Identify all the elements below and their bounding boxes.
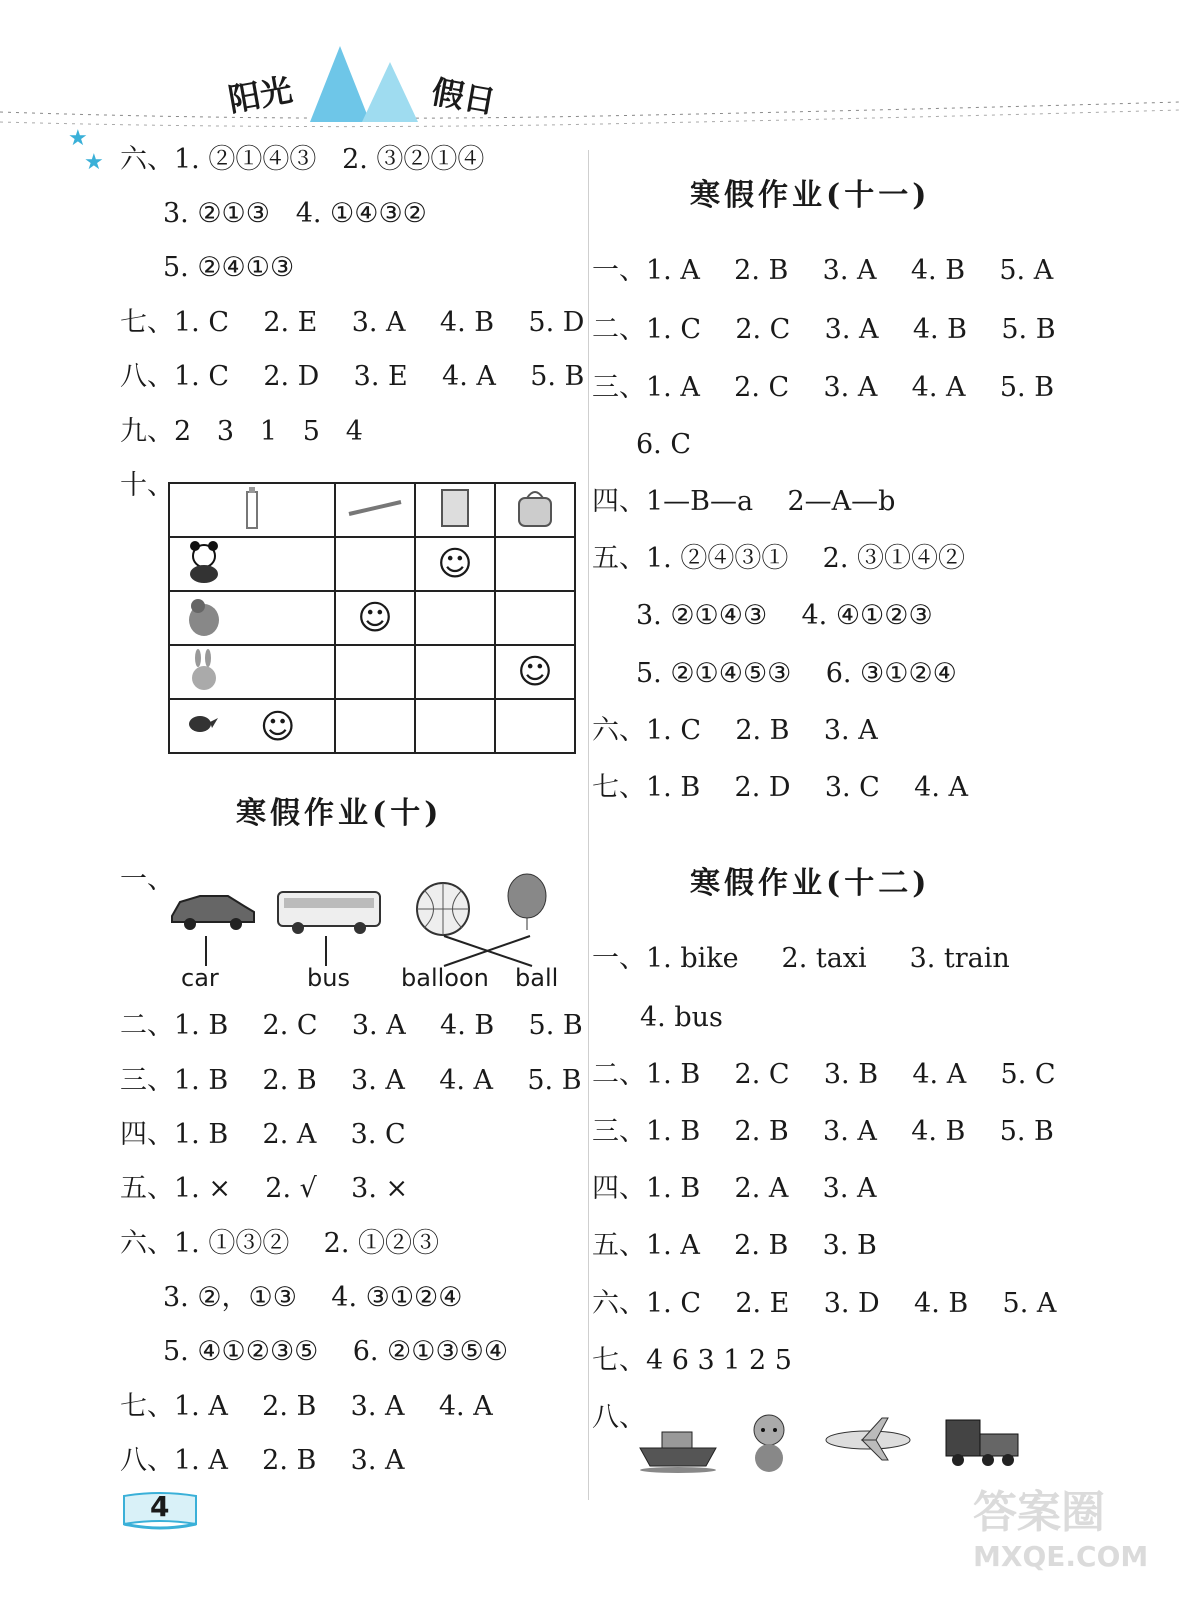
matching-label: ball (515, 964, 559, 992)
bus-icon (274, 886, 384, 936)
answer-line: 4. bus (640, 1002, 723, 1033)
section-heading: 寒假作业(十一) (690, 178, 931, 213)
answer-line: 五、1. ②④③① 2. ③①④② (592, 543, 966, 574)
matching-lines (190, 934, 550, 968)
plane-icon (822, 1414, 914, 1464)
answer-line: 七、1. C 2. E 3. A 4. B 5. D (120, 307, 585, 338)
answer-line: 四、1—B—a 2—A—b (592, 486, 896, 517)
answer-line: 三、1. B 2. B 3. A 4. A 5. B (120, 1065, 582, 1096)
answer-line: 九、2 3 1 5 4 (120, 416, 363, 447)
answer-line: 3. ②，①③ 4. ③①②④ (163, 1282, 463, 1313)
answer-line: 五、1. × 2. √ 3. × (120, 1173, 409, 1204)
grid-cell-bag-icon (495, 483, 575, 537)
smile-icon: ☺ (495, 645, 575, 699)
question-marker: 十、 (120, 470, 174, 501)
answer-line: 一、1. A 2. B 3. A 4. B 5. A (592, 255, 1054, 286)
smile-icon: ☺ (415, 537, 495, 591)
grid-cell-book-icon (415, 483, 495, 537)
smile-icon: ☺ (260, 707, 296, 747)
answer-line: 3. ②①③ 4. ①④③② (163, 198, 427, 229)
matching-grid (168, 482, 576, 754)
answer-line: 二、1. B 2. C 3. A 4. B 5. B (120, 1010, 583, 1041)
answer-line: 6. C (636, 429, 692, 460)
answer-line: 一、1. bike 2. taxi 3. train (592, 943, 1010, 974)
bear-icon (169, 591, 335, 645)
smile-icon: ☺ (335, 591, 415, 645)
answer-line: 六、1. ②①④③ 2. ③②①④ (120, 144, 485, 175)
answer-line: 5. ②④①③ (163, 252, 295, 283)
section-heading: 寒假作业(十二) (690, 866, 931, 901)
answer-line: 六、1. C 2. B 3. A (592, 715, 878, 746)
header-title-right: 假日 (428, 72, 499, 122)
grid-cell-bottle-icon (169, 483, 335, 537)
answer-line: 3. ②①④③ 4. ④①②③ (636, 600, 933, 631)
page-number: 4 (150, 1490, 170, 1523)
monkey-icon (744, 1410, 794, 1474)
answer-line: 八、1. A 2. B 3. A (120, 1445, 405, 1476)
panda-icon (169, 537, 335, 591)
car-icon (166, 882, 258, 932)
header-title-left: 阳光 (225, 70, 296, 120)
answer-line: 七、1. A 2. B 3. A 4. A (120, 1391, 493, 1422)
answer-line: 三、1. B 2. B 3. A 4. B 5. B (592, 1116, 1054, 1147)
rabbit-icon (169, 645, 335, 699)
answer-line: 二、1. C 2. C 3. A 4. B 5. B (592, 314, 1056, 345)
answer-line: 八、1. C 2. D 3. E 4. A 5. B (120, 361, 585, 392)
star-icon: ★ (84, 150, 104, 175)
train-icon (940, 1410, 1022, 1470)
answer-line: 三、1. A 2. C 3. A 4. A 5. B (592, 372, 1055, 403)
star-icon: ★ (68, 126, 88, 151)
answer-line: 5. ④①②③⑤ 6. ②①③⑤④ (163, 1336, 509, 1367)
column-divider (588, 150, 589, 1500)
answer-line: 四、1. B 2. A 3. C (120, 1119, 406, 1150)
ship-icon (636, 1418, 720, 1474)
tree-decoration-icon (300, 44, 440, 124)
answer-line: 六、1. ①③② 2. ①②③ (120, 1228, 440, 1259)
bird-icon (169, 699, 335, 753)
basketball-icon (414, 880, 472, 938)
matching-label: balloon (401, 964, 489, 992)
answer-line: 五、1. A 2. B 3. B (592, 1230, 877, 1261)
header-dotted-line (0, 100, 1179, 130)
matching-label: bus (307, 964, 350, 992)
answer-line: 二、1. B 2. C 3. B 4. A 5. C (592, 1059, 1056, 1090)
answer-line: 5. ②①④⑤③ 6. ③①②④ (636, 658, 957, 689)
answer-line: 四、1. B 2. A 3. A (592, 1173, 877, 1204)
answer-line: 七、1. B 2. D 3. C 4. A (592, 772, 969, 803)
answer-line: 六、1. C 2. E 3. D 4. B 5. A (592, 1288, 1057, 1319)
matching-label: car (181, 964, 219, 992)
balloon-icon (504, 872, 550, 932)
section-heading: 寒假作业(十) (236, 796, 443, 831)
question-marker: 八、 (592, 1402, 646, 1433)
watermark: 答案圈 MXQE.COM (973, 1487, 1149, 1573)
grid-cell-ruler-icon (335, 483, 415, 537)
answer-line: 七、4 6 3 1 2 5 (592, 1345, 792, 1376)
question-marker: 一、 (120, 864, 174, 895)
